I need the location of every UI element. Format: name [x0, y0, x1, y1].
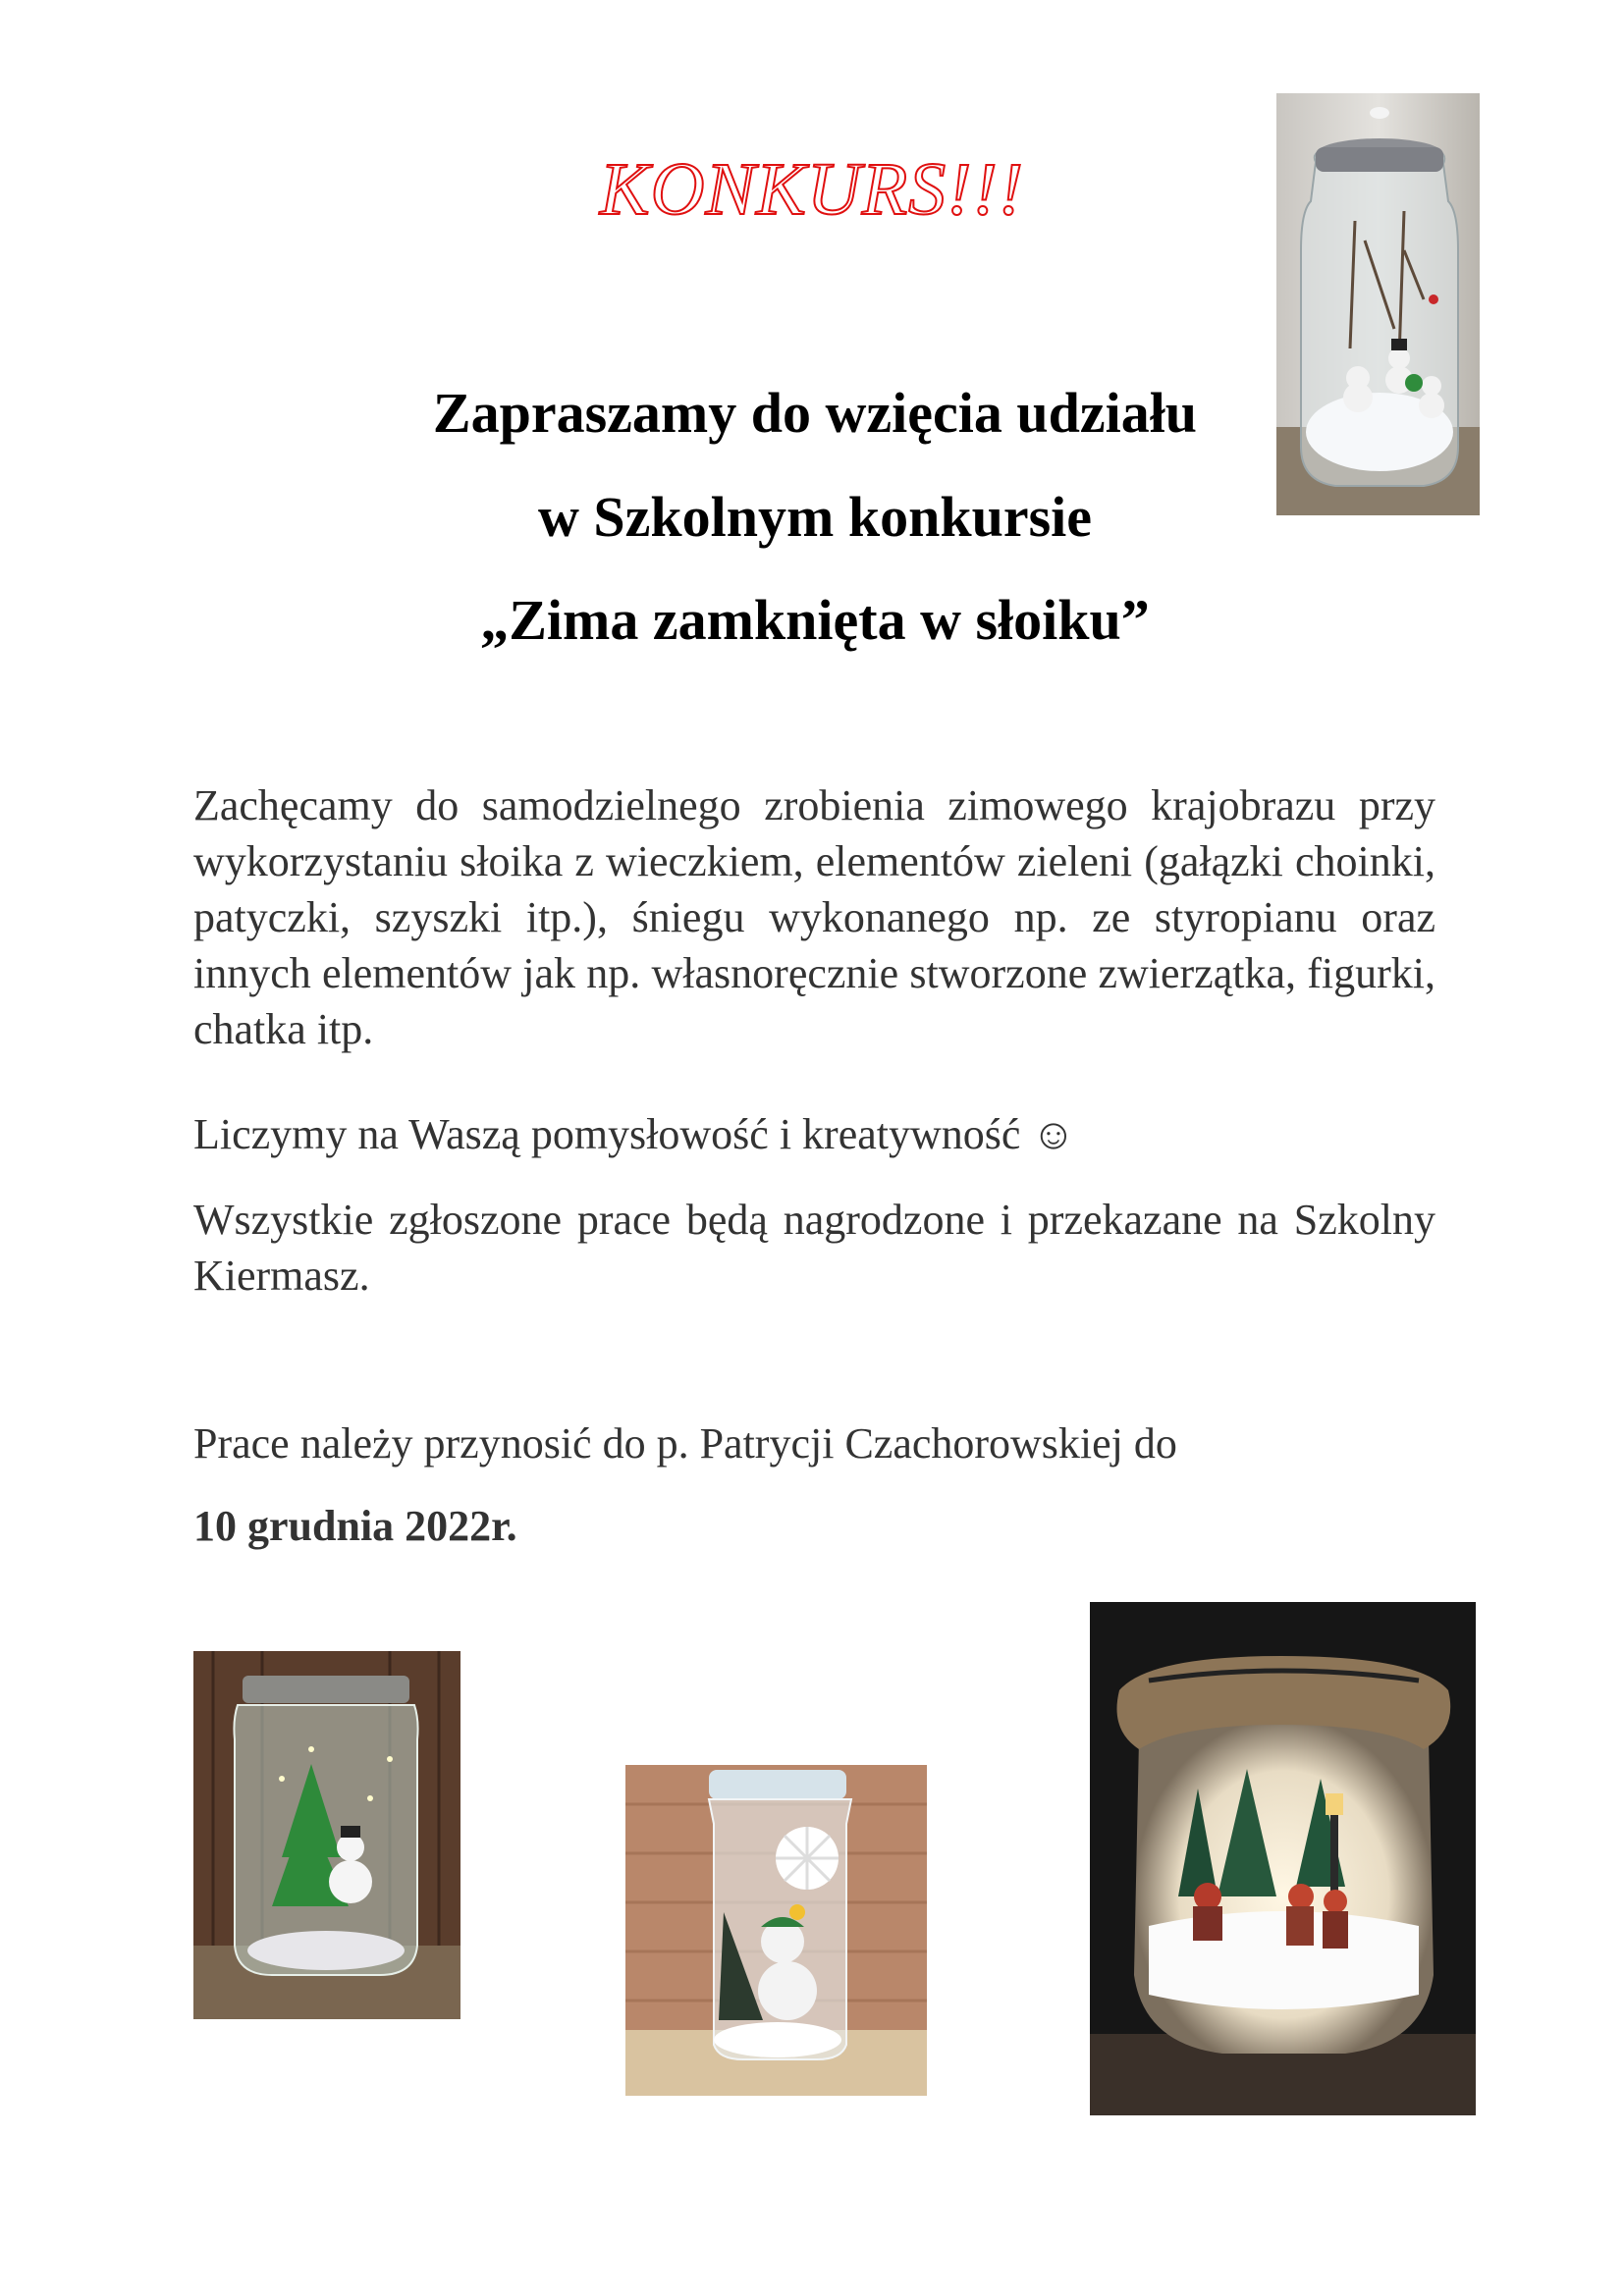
page-title: KONKURS!!!	[599, 148, 1025, 231]
jar-snowmen-photo	[1276, 93, 1480, 515]
paragraph-prizes: Wszystkie zgłoszone prace będą nagrodzone i przekazane na Szkolny Kiermasz.	[193, 1196, 1435, 1300]
jar-carolers-burlap-photo	[1090, 1602, 1476, 2115]
heading-line-2: w Szkolnym konkursie	[537, 485, 1093, 549]
paragraph-creativity: Liczymy na Waszą pomysłowość i kreatywność ☺	[193, 1110, 1076, 1158]
deadline-date: 10 grudnia 2022r.	[193, 1502, 517, 1550]
jar-lights-tree-photo	[193, 1651, 460, 2019]
jar-snowflake-snowman-photo	[625, 1765, 927, 2096]
paragraph-description: Zachęcamy do samodzielnego zrobienia zimowego krajobrazu przy wykorzystaniu słoika z wieczkiem, elementów zieleni (gałązki choinki, patyczki, szyszki itp.), śniegu wykonanego np. ze styropianu oraz innych elementów jak np. własnoręcznie stworzone zwierzątka, figurki, chatka itp.	[193, 781, 1435, 1053]
heading-line-3: „Zima zamknięta w słoiku”	[480, 588, 1150, 652]
heading-line-1: Zapraszamy do wzięcia udziału	[432, 381, 1198, 445]
paragraph-delivery: Prace należy przynosić do p. Patrycji Czachorowskiej do	[193, 1419, 1177, 1468]
